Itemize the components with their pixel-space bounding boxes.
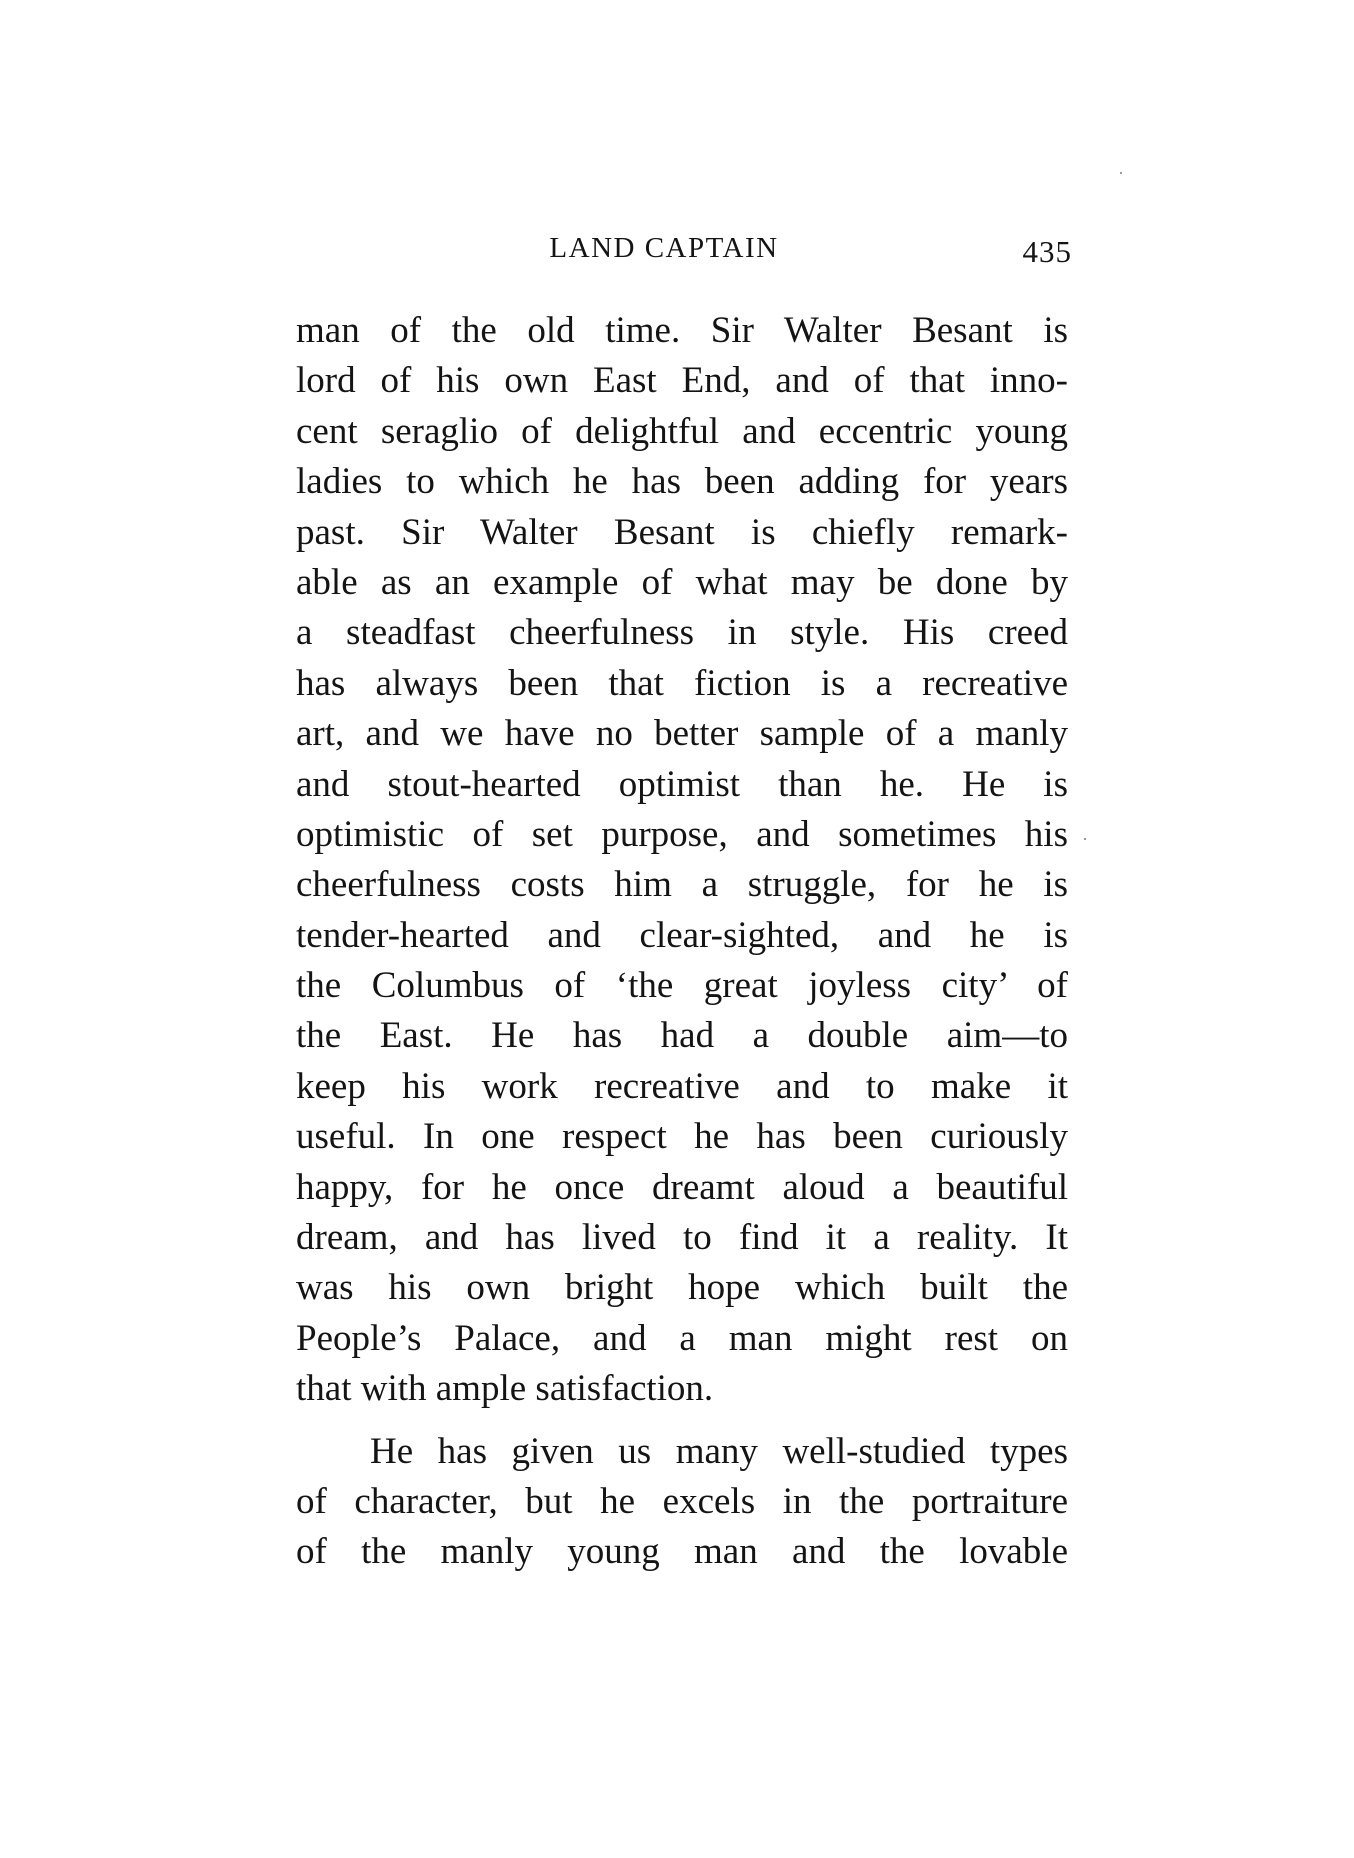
page-number: 435 (1022, 234, 1072, 269)
running-head (296, 232, 1072, 278)
text-line: a steadfast cheerfulness in style. His creed (296, 612, 1068, 654)
print-speck (1120, 172, 1122, 174)
text-line: dream, and has lived to find it a reality. It (296, 1217, 1068, 1259)
text-line: cheerfulness costs him a struggle, for he is (296, 864, 1068, 906)
text-line: He has given us many well-studied types (370, 1430, 1068, 1472)
text-line: has always been that fiction is a recreative (296, 662, 1068, 704)
text-line: and stout-hearted optimist than he. He is (296, 763, 1068, 805)
text-line: tender-hearted and clear-sighted, and he is (296, 914, 1068, 956)
text-line: lord of his own East End, and of that inno- (296, 360, 1068, 402)
text-line: of character, but he excels in the portraiture (296, 1480, 1068, 1522)
text-line: optimistic of set purpose, and sometimes his (296, 813, 1068, 855)
text-line: People’s Palace, and a man might rest on (296, 1317, 1068, 1359)
print-speck (1084, 838, 1086, 840)
text-line: past. Sir Walter Besant is chiefly remark- (296, 511, 1068, 553)
text-line: the East. He has had a double aim—to (296, 1015, 1068, 1057)
text-line: ladies to which he has been adding for years (296, 461, 1068, 503)
text-line: that with ample satisfaction. (296, 1368, 714, 1410)
text-line: useful. In one respect he has been curiously (296, 1116, 1068, 1158)
paragraph-1 (296, 306, 1068, 1415)
text-line: able as an example of what may be done by (296, 561, 1068, 603)
text-line: of the manly young man and the lovable (296, 1531, 1068, 1573)
text-line: keep his work recreative and to make it (296, 1065, 1068, 1107)
body-text (296, 306, 1068, 1578)
text-line: man of the old time. Sir Walter Besant is (296, 310, 1068, 351)
text-line: was his own bright hope which built the (296, 1267, 1068, 1309)
paragraph-break (296, 1415, 1068, 1427)
text-line: art, and we have no better sample of a manly (296, 713, 1068, 755)
running-head-title: LAND CAPTAIN (549, 232, 779, 264)
text-line: the Columbus of ‘the great joyless city’ of (296, 965, 1068, 1007)
paragraph-2 (296, 1427, 1068, 1578)
text-line: cent seraglio of delightful and eccentric young (296, 410, 1068, 452)
text-line: happy, for he once dreamt aloud a beautiful (296, 1166, 1068, 1208)
